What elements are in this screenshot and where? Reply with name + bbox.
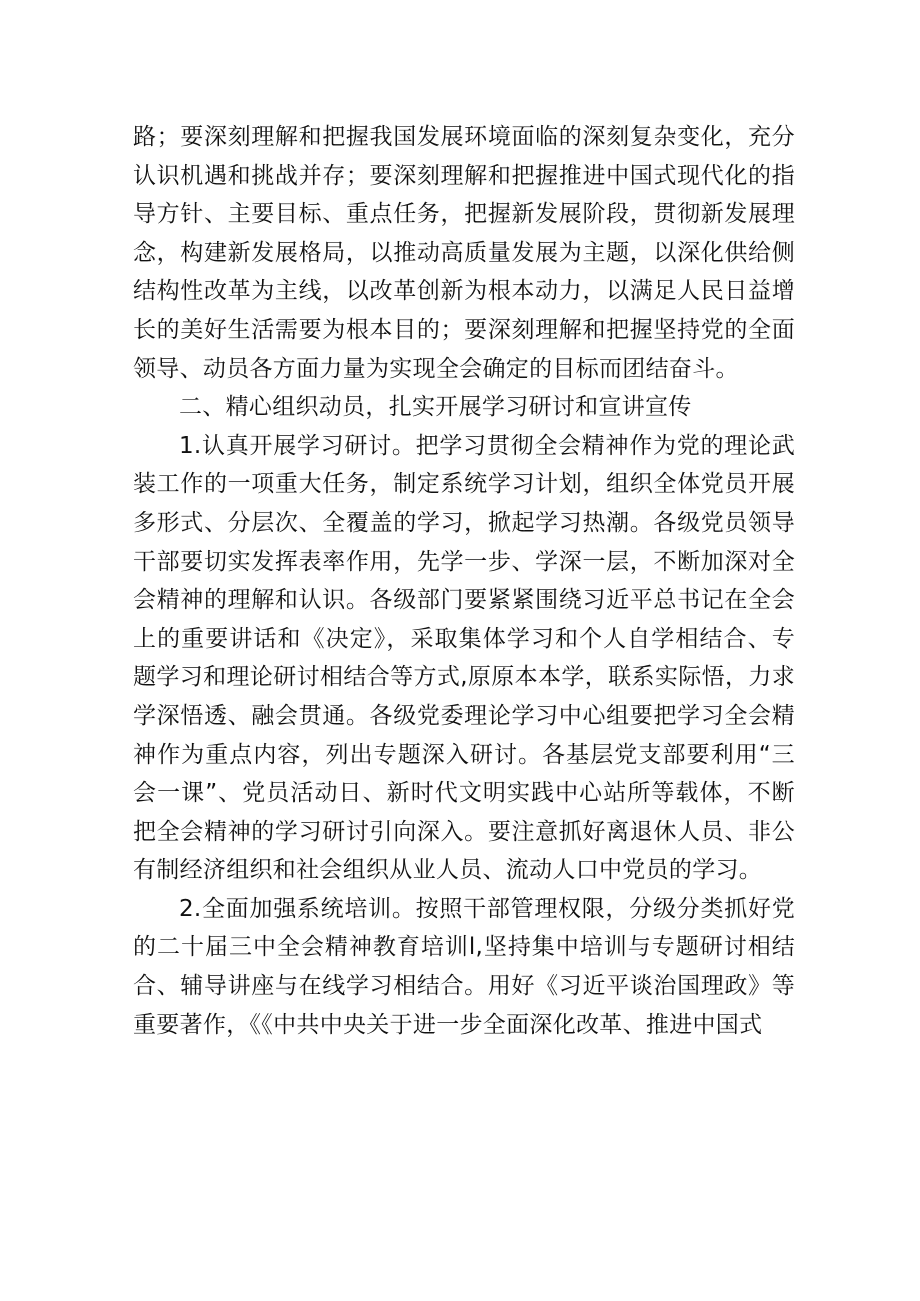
paragraph-continuation: 路；要深刻理解和把握我国发展环境面临的深刻复杂变化，充分认识机遇和挑战并存；要深刻理解和把握推进中国式现代化的指导方针、主要目标、重点任务，把握新发展阶段，贯彻新发展理念，构建新发展格局，以推动高质量发展为主题，以深化供给侧结构性改革为主线，以改革创新为根本动力，以满足人民日益增长的美好生活需要为根本目的；要深刻理解和把握坚持党的全面领导、动员各方面力量为实现全会确定的目标而团结奋斗。 bbox=[133, 124, 795, 382]
section-heading: 二、精心组织动员，扎实开展学习研讨和宣讲宣传 bbox=[179, 394, 692, 421]
paragraph-item-2: 2.全面加强系统培训。按照干部管理权限，分级分类抓好党的二十届三中全会精神教育培训l,坚持集中培训与专题研讨相结合、辅导讲座与在线学习相结合。用好《习近平谈治国理政》等重要著作，《《中共中央关于进一步全面深化改革、推进中国式 bbox=[133, 895, 795, 1038]
paragraph-item-1: 1.认真开展学习研讨。把学习贯彻全会精神作为党的理论武装工作的一项重大任务，制定系统学习计划，组织全体党员开展多形式、分层次、全覆盖的学习，掀起学习热潮。各级党员领导干部要切实发挥表率作用，先学一步、学深一层，不断加深对全会精神的理解和认识。各级部门要紧紧围绕习近平总书记在全会上的重要讲话和《决定》，采取集体学习和个人自学相结合、专题学习和理论研讨相结合等方式,原原本本学，联系实际悟，力求学深悟透、融会贯通。各级党委理论学习中心组要把学习全会精神作为重点内容，列出专题深入研讨。各基层党支部要利用“三会一课”、党员活动日、新时代文明实践中心站所等载体，不断把全会精神的学习研讨引向深入。要注意抓好离退休人员、非公有制经济组织和社会组织从业人员、流动人口中党员的学习。 bbox=[133, 432, 795, 884]
document-body bbox=[133, 118, 795, 1044]
